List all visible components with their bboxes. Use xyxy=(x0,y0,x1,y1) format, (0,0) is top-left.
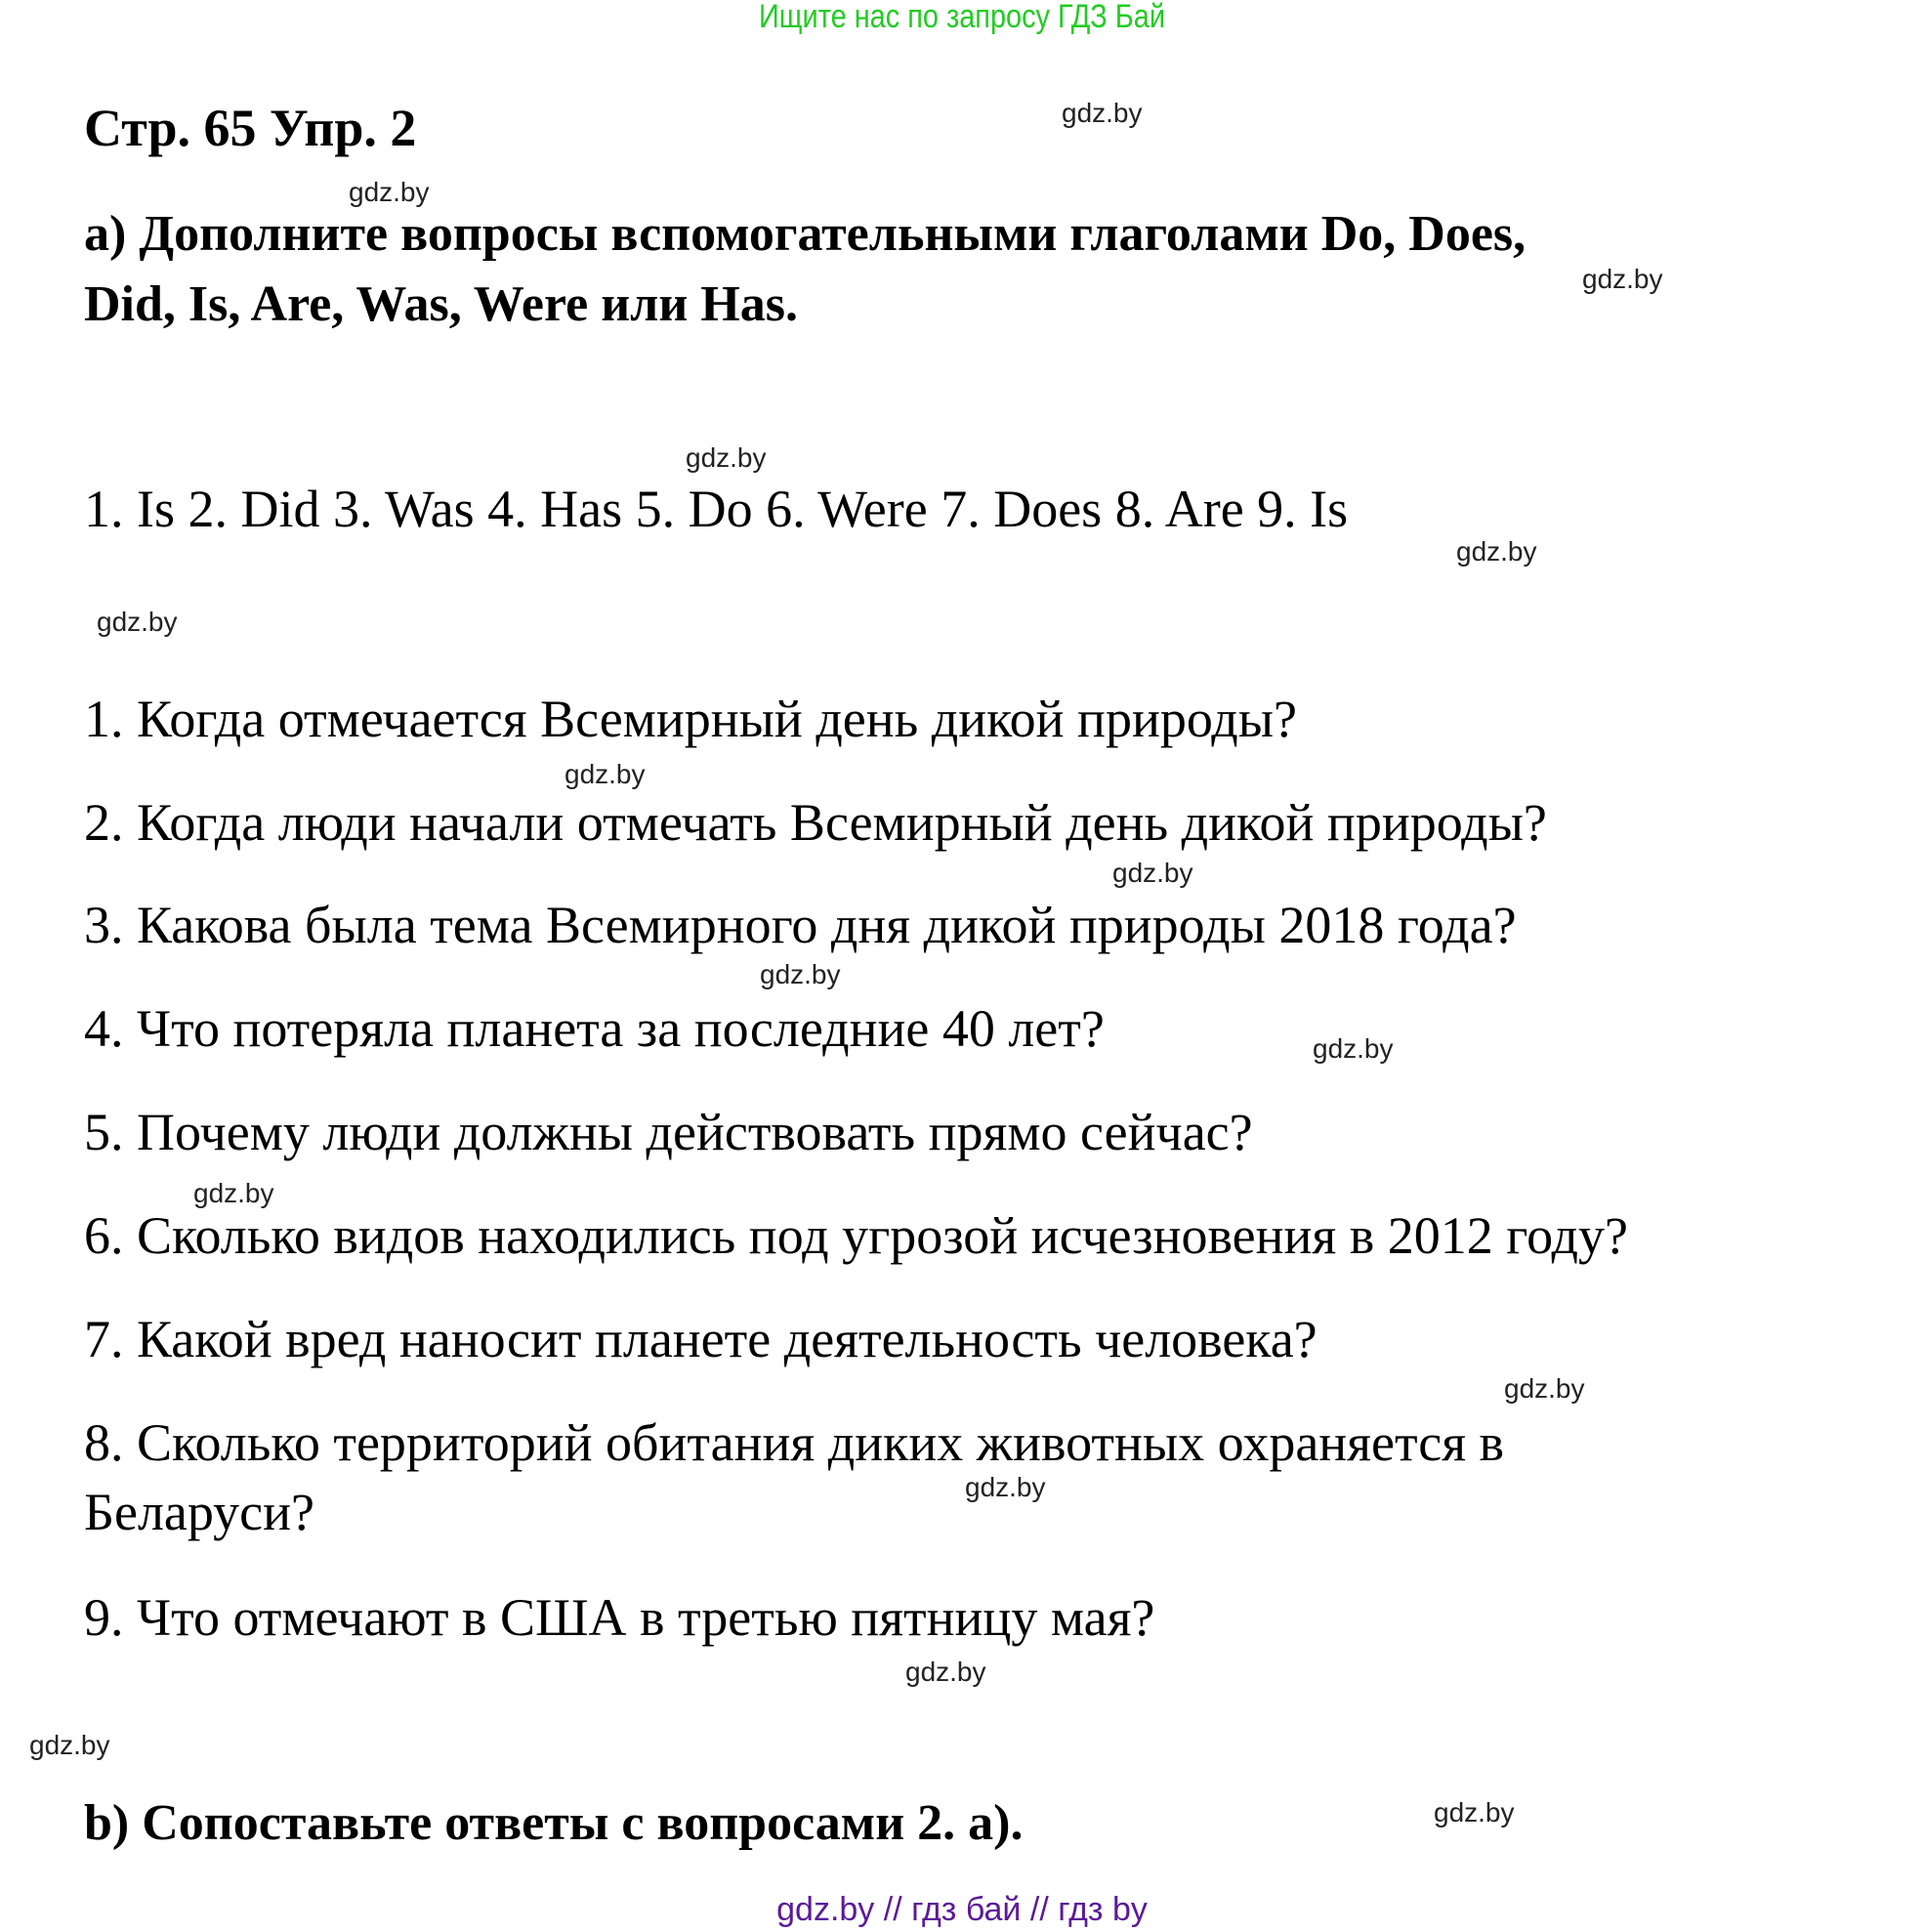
watermark: gdz.by xyxy=(686,442,767,473)
task-b-heading: b) Сопоставьте ответы с вопросами 2. a). xyxy=(84,1795,1024,1851)
watermark: gdz.by xyxy=(1456,536,1537,567)
question-6: 6. Сколько видов находились под угрозой исчезновения в 2012 году? xyxy=(84,1206,1628,1265)
watermark: gdz.by xyxy=(1112,858,1193,888)
watermark: gdz.by xyxy=(565,759,646,789)
watermark: gdz.by xyxy=(97,607,178,637)
watermark: gdz.by xyxy=(1313,1033,1394,1064)
question-1: 1. Когда отмечается Всемирный день дикой природы? xyxy=(84,690,1298,748)
footer-links: gdz.by // гдз бай // гдз by xyxy=(776,1891,1148,1928)
question-3: 3. Какова была тема Всемирного дня дикой природы 2018 года? xyxy=(84,896,1517,954)
question-5: 5. Почему люди должны действовать прямо сейчас? xyxy=(84,1103,1253,1161)
task-a-heading-line1: a) Дополните вопросы вспомогательными глаголами Do, Does, xyxy=(84,206,1527,262)
watermark: gdz.by xyxy=(1504,1373,1585,1404)
watermark: gdz.by xyxy=(760,959,841,989)
question-2: 2. Когда люди начали отмечать Всемирный день дикой природы? xyxy=(84,793,1547,852)
watermark: gdz.by xyxy=(193,1178,274,1208)
watermark: gdz.by xyxy=(905,1657,986,1687)
watermark: gdz.by xyxy=(1062,98,1143,128)
watermark: gdz.by xyxy=(349,177,430,207)
question-4: 4. Что потеряла планета за последние 40 лет? xyxy=(84,999,1105,1058)
question-9: 9. Что отмечают в США в третью пятницу мая? xyxy=(84,1588,1155,1647)
question-7: 7. Какой вред наносит планете деятельность человека? xyxy=(84,1310,1318,1368)
task-a-heading-line2: Did, Is, Are, Was, Were или Has. xyxy=(84,276,798,332)
question-8-line1: 8. Сколько территорий обитания диких животных охраняется в xyxy=(84,1413,1505,1472)
watermark: gdz.by xyxy=(1434,1797,1515,1827)
question-8-line2: Беларуси? xyxy=(84,1483,315,1541)
search-hint-banner: Ищите нас по запросу ГДЗ Бай xyxy=(759,0,1165,35)
watermark: gdz.by xyxy=(965,1472,1046,1502)
watermark: gdz.by xyxy=(1582,264,1663,294)
answers-line: 1. Is 2. Did 3. Was 4. Has 5. Do 6. Were 7. Does 8. Are 9. Is xyxy=(84,480,1349,538)
watermark: gdz.by xyxy=(29,1730,110,1760)
page-title: Стр. 65 Упр. 2 xyxy=(84,99,417,157)
